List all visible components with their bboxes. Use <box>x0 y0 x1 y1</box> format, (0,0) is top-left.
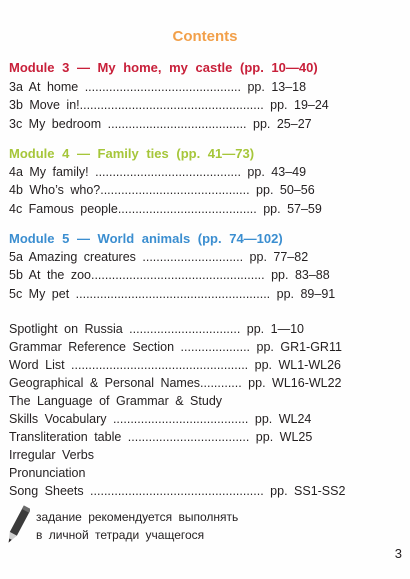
note-line-2: в личной тетради учащегося <box>36 528 205 542</box>
toc-line-grammar-reference: Grammar Reference Section .................... pp. GR1-GR11 <box>9 340 342 354</box>
toc-line-3c: 3c My bedroom ........................................ pp. 25–27 <box>9 117 312 131</box>
toc-line-language-grammar: The Language of Grammar & Study <box>9 394 223 408</box>
module-5-heading: Module 5 — World animals (pp. 74—102) <box>9 231 283 246</box>
toc-line-5c: 5c My pet ........................................................ pp. 89–91 <box>9 287 336 301</box>
toc-line-spotlight: Spotlight on Russia ................................ pp. 1—10 <box>9 322 304 336</box>
toc-line-3b: 3b Move in!..................................................... pp. 19–24 <box>9 98 329 112</box>
toc-line-transliteration: Transliteration table ................................... pp. WL25 <box>9 430 313 444</box>
module-4-heading: Module 4 — Family ties (pp. 41—73) <box>9 146 255 161</box>
toc-line-word-list: Word List ................................................... pp. WL1-WL26 <box>9 358 341 372</box>
note-line-1: задание рекомендуется выполнять <box>36 510 239 524</box>
toc-line-4a: 4a My family! .......................................... pp. 43–49 <box>9 165 307 179</box>
toc-line-geographical-names: Geographical & Personal Names............ pp. WL16-WL22 <box>9 376 342 390</box>
toc-line-4b: 4b Who’s who?........................................... pp. 50–56 <box>9 183 315 197</box>
toc-line-5b: 5b At the zoo.................................................. pp. 83–88 <box>9 268 330 282</box>
toc-line-irregular-verbs: Irregular Verbs <box>9 448 94 462</box>
toc-line-4c: 4c Famous people........................................ pp. 57–59 <box>9 202 322 216</box>
module-3-heading: Module 3 — My home, my castle (pp. 10—40) <box>9 60 318 75</box>
toc-line-skills-vocabulary: Skills Vocabulary ....................................... pp. WL24 <box>9 412 312 426</box>
contents-title: Contents <box>172 28 238 45</box>
toc-line-5a: 5a Amazing creatures ............................. pp. 77–82 <box>9 250 309 264</box>
toc-line-pronunciation: Pronunciation <box>9 466 86 480</box>
toc-line-song-sheets: Song Sheets .................................................. pp. SS1-SS2 <box>9 484 346 498</box>
page-number: 3 <box>394 546 402 561</box>
toc-line-3a: 3a At home ............................................. pp. 13–18 <box>9 80 307 94</box>
pencil-icon <box>6 503 30 547</box>
